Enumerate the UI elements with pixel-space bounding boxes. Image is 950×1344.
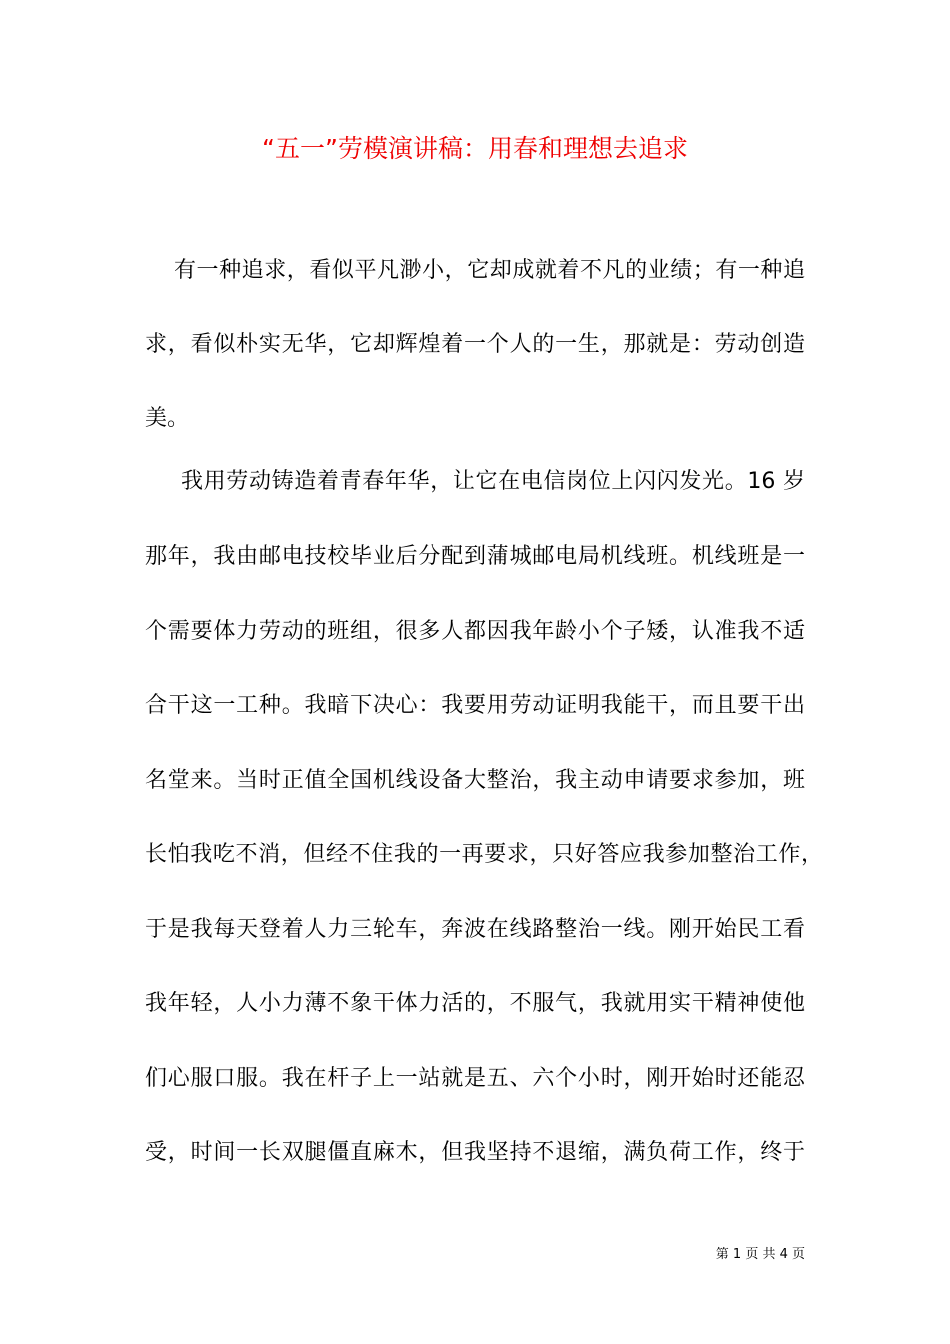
paragraph-1-line-1: 有一种追求，看似平凡渺小，它却成就着不凡的业绩；有一种追 bbox=[174, 258, 805, 283]
paragraph-2-line-9: 们心服口服。我在杆子上一站就是五、六个小时，刚开始时还能忍 bbox=[145, 1066, 805, 1091]
paragraph-1-line-3: 美。 bbox=[145, 406, 190, 431]
paragraph-2-line-3: 个需要体力劳动的班组，很多人都因我年龄小个子矮，认准我不适 bbox=[145, 619, 805, 644]
paragraph-1-line-2: 求，看似朴实无华，它却辉煌着一个人的一生，那就是：劳动创造 bbox=[145, 332, 805, 357]
document-title: “五一”劳模演讲稿：用春和理想去追求 bbox=[262, 134, 688, 163]
paragraph-2-line-8: 我年轻，人小力薄不象干体力活的，不服气，我就用实干精神使他 bbox=[145, 991, 805, 1016]
paragraph-2-line-1: 我用劳动铸造着青春年华，让它在电信岗位上闪闪发光。16 岁 bbox=[181, 469, 805, 494]
paragraph-2-line-2: 那年，我由邮电技校毕业后分配到蒲城邮电局机线班。机线班是一 bbox=[145, 544, 805, 569]
paragraph-2-line-5: 名堂来。当时正值全国机线设备大整治，我主动申请要求参加，班 bbox=[145, 768, 805, 793]
page-indicator: 第 1 页 共 4 页 bbox=[715, 1247, 805, 1262]
paragraph-2-line-10: 受，时间一长双腿僵直麻木，但我坚持不退缩，满负荷工作，终于 bbox=[145, 1140, 805, 1165]
paragraph-2-line-7: 于是我每天登着人力三轮车，奔波在线路整治一线。刚开始民工看 bbox=[145, 917, 805, 942]
paragraph-2-line-4: 合干这一工种。我暗下决心：我要用劳动证明我能干，而且要干出 bbox=[145, 693, 805, 718]
paragraph-2-line-6: 长怕我吃不消，但经不住我的一再要求，只好答应我参加整治工作， bbox=[145, 842, 823, 867]
